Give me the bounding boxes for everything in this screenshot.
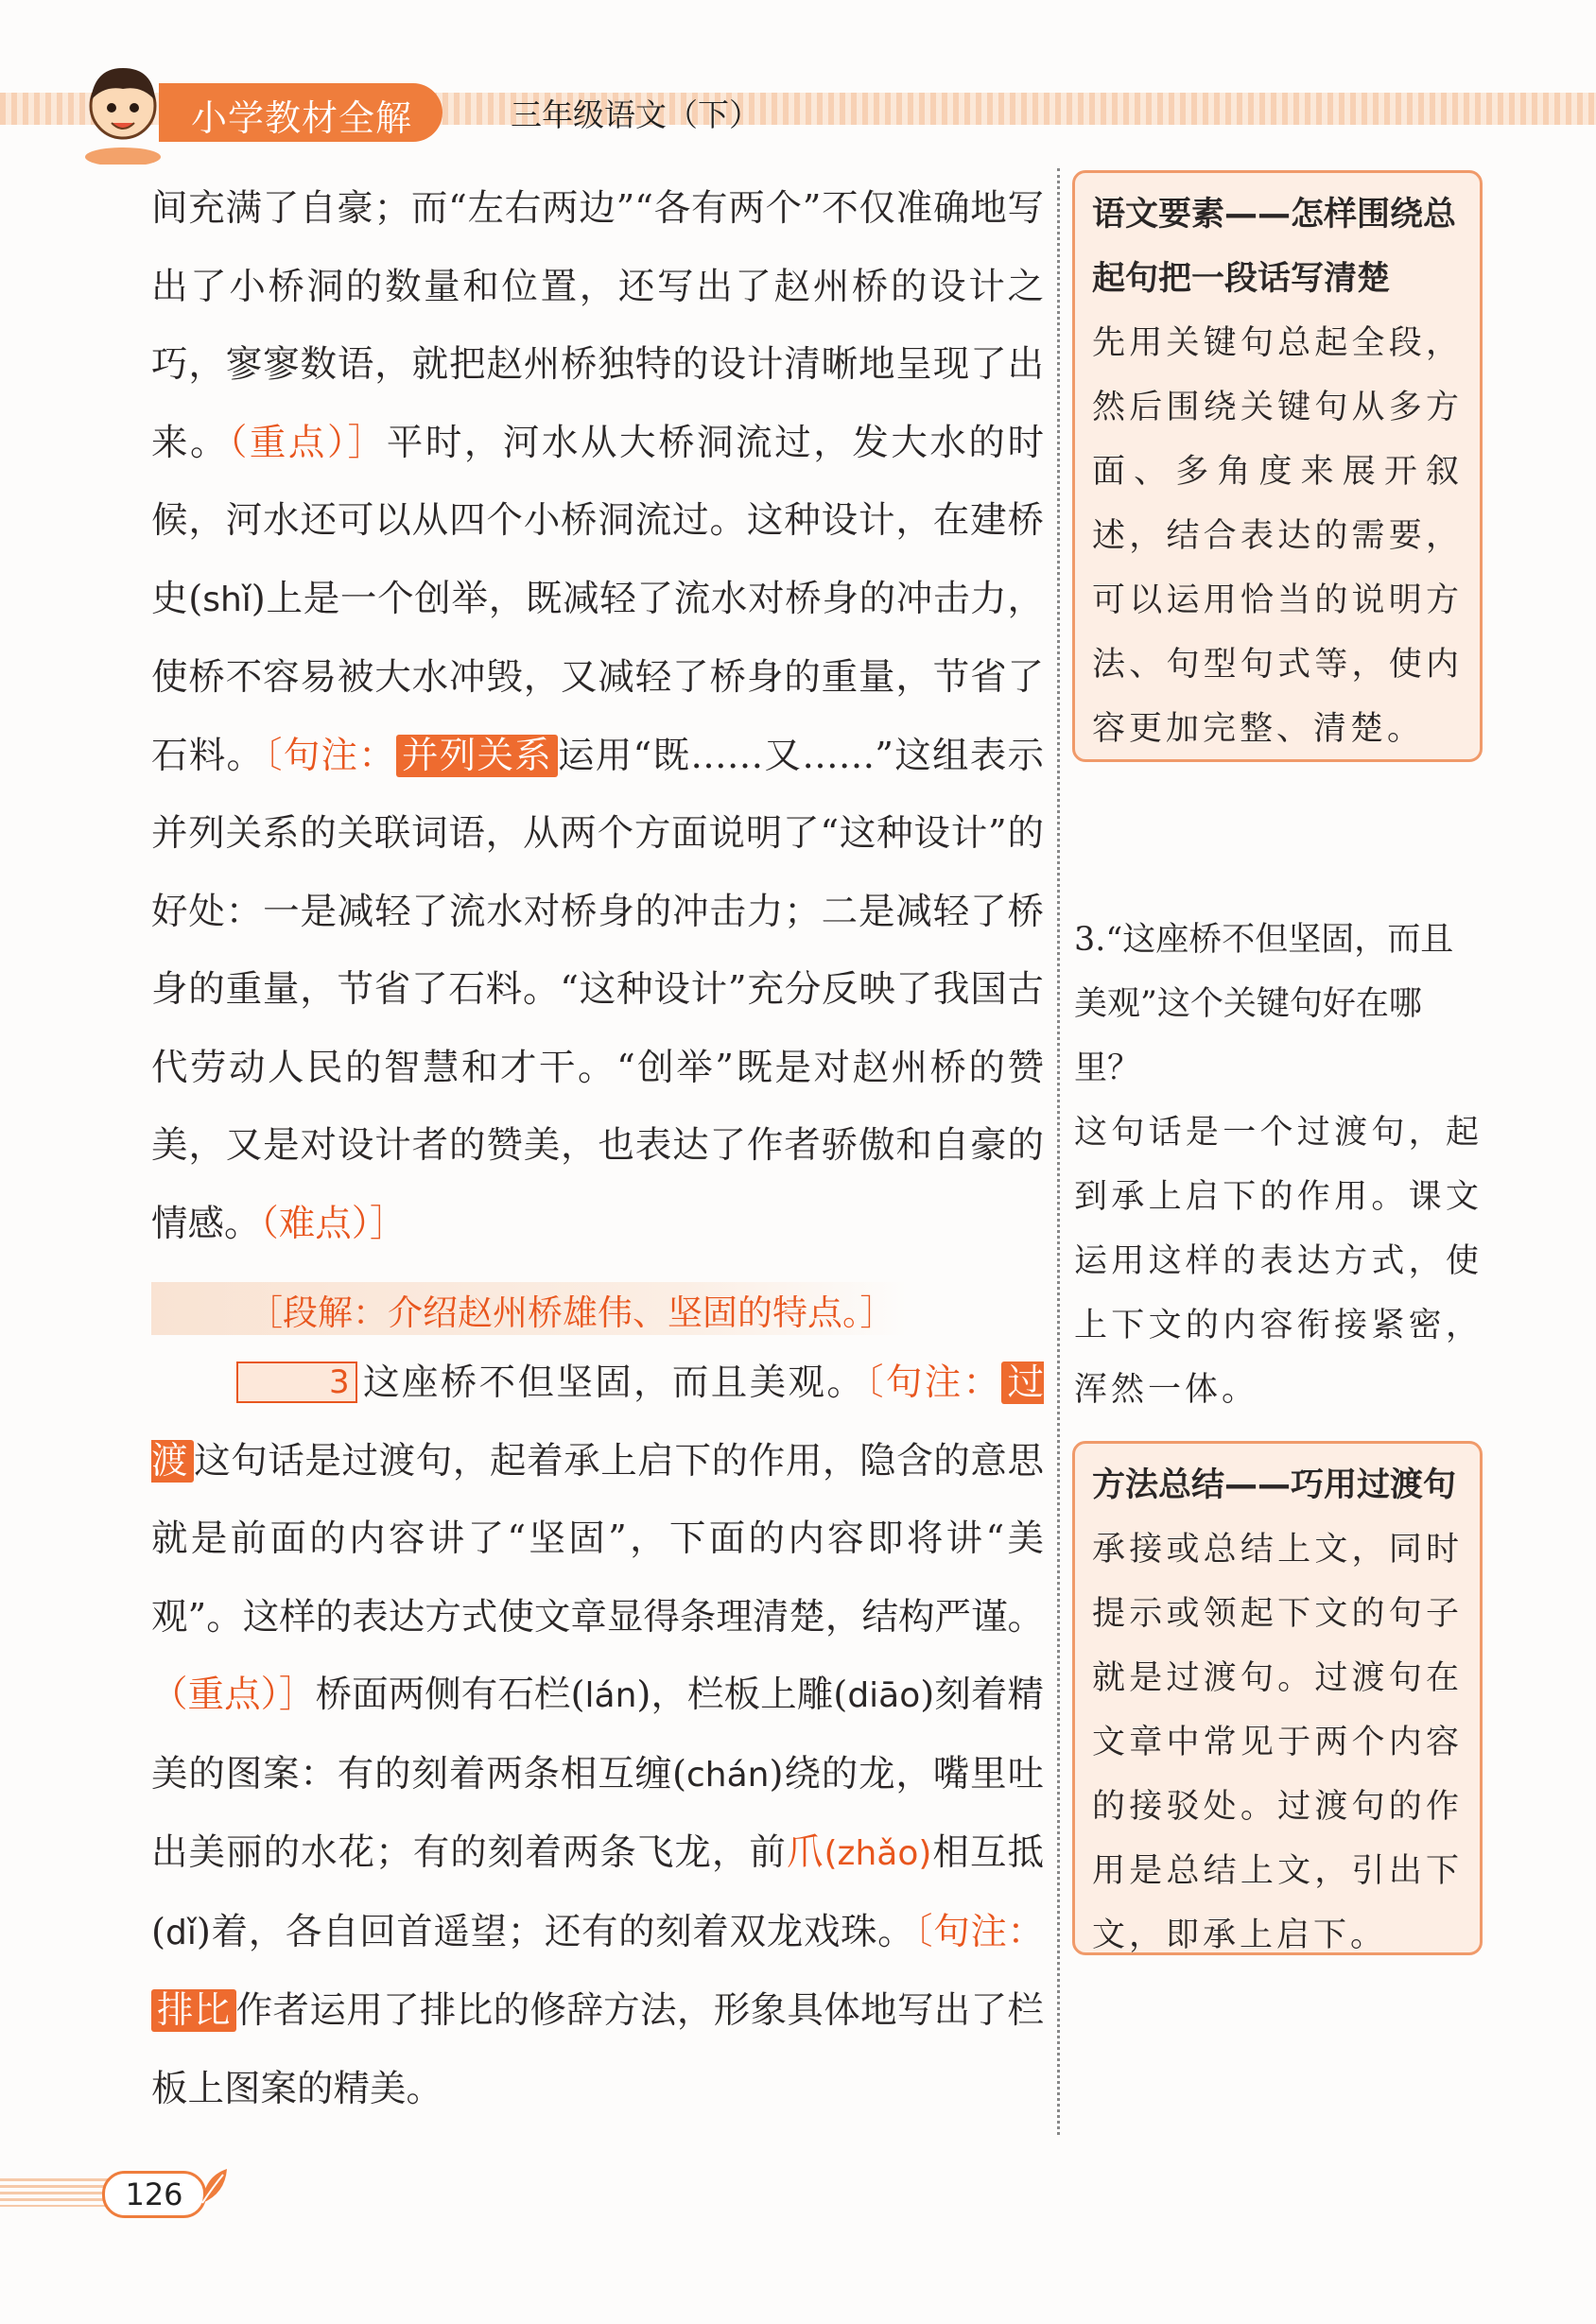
note-badge: 过渡 [151, 1361, 1044, 1483]
pinyin: diāo [847, 1676, 921, 1715]
answer-3: 这句话是一个过渡句，起到承上启下的作用。课文运用这样的表达方式，使上下文的内容衔接紧密，浑然一体。 [1074, 1114, 1483, 1409]
text-run: 这句话是过渡句，起着承上启下的作用，隐含的意思就是前面的内容讲了“坚固”，下面的内容即将讲“美观”。这样的表达方式使文章显得条理清楚，结构严谨。 [151, 1439, 1044, 1639]
text-run: 相互抵( [151, 1831, 1044, 1953]
summary-text: ［段解：介绍赵州桥雄伟、坚固的特点。］ [248, 1292, 895, 1333]
text-run: )绕的龙，嘴里吐出美丽的水花；有的刻着两条飞龙，前 [151, 1752, 1044, 1874]
box-body: 先用关键句总起全段，然后围绕关键句从多方面、多角度来展开叙述，结合表达的需要，可以运用恰当的说明方法、句型句式等，使内容更加完整、清楚。 [1092, 324, 1463, 748]
box-title: 方法总结——巧用过渡句 [1092, 1466, 1457, 1504]
column-divider [1057, 168, 1060, 2135]
main-text-column [151, 170, 1044, 2128]
series-title: 小学教材全解 [191, 97, 413, 139]
sentence-note-label: 〔句注： [264, 734, 397, 777]
pinyin: shǐ [202, 580, 252, 619]
text-run: 桥面两侧有石栏( [315, 1674, 585, 1716]
pinyin: chán [685, 1755, 770, 1795]
text-run: 平时，河水从大桥洞流过，发大水的时候，河水还可以从四个小桥洞流过。这种设计，在建桥史( [151, 421, 1044, 620]
text-run: )刻着精美的图案：有的刻着两条相互缠( [151, 1674, 1044, 1795]
text-run: )着，各自回首遥望；还有的刻着双龙戏珠。 [196, 1910, 915, 1953]
series-badge [159, 83, 442, 142]
text-run: 这座桥不但坚固，而且美观。 [360, 1361, 866, 1404]
paragraph-summary [151, 1276, 1044, 1344]
text-run: 间充满了自豪；而“左右两边”“各有两个”不仅准确地写出了小桥洞的数量和位置，还写出了赵州桥的设计之巧，寥寥数语，就把赵州桥独特的设计清晰地呈现了出来。 [151, 187, 1044, 464]
box-title: 语文要素——怎样围绕总起句把一段话写清楚 [1092, 196, 1457, 298]
text-run: 运用“既……又……”这组表示并列关系的关联词语，从两个方面说明了“这种设计”的好处：一是减轻了流水对桥身的冲击力；二是减轻了桥身的重量，节省了石料。“这种设计”充分反映了我国古代劳动人民的智慧和才干。“创举”既是对赵州桥的赞美，又是对设计者的赞美，也表达了作者骄傲和自豪的情感。 [151, 734, 1044, 1245]
book-subtitle: 三年级语文（下） [511, 96, 760, 133]
difficult-point-tag: （难点）］ [260, 1202, 407, 1245]
text-run: )上是一个创举，既减轻了流水对桥身的冲击力，使桥不容易被大水冲毁，又减轻了桥身的重量，节省了石料。 [151, 577, 1044, 777]
pinyin: (zhǎo) [824, 1834, 932, 1873]
paragraph-3 [151, 1344, 1044, 2128]
text-run: )，栏板上雕( [636, 1674, 848, 1716]
question-3: 3.“这座桥不但坚固，而且美观”这个关键句好在哪里？ [1074, 921, 1454, 1087]
text-run: 作者运用了排比的修辞方法，形象具体地写出了栏板上图案的精美。 [151, 1989, 1044, 2110]
highlighted-word: 爪 [786, 1831, 824, 1874]
language-element-box [1072, 170, 1483, 762]
note-badge: 排比 [151, 1989, 236, 2032]
page-number: 126 [102, 2171, 206, 2218]
paragraph-number: 3 [236, 1361, 357, 1403]
method-summary-box [1072, 1441, 1483, 1955]
sentence-note-label: 〔句注： [865, 1361, 1002, 1404]
leaf-icon [199, 2165, 231, 2207]
sentence-note-label: 〔句注： [914, 1910, 1044, 1953]
pinyin: lán [584, 1676, 637, 1715]
key-point-tag: （重点）］ [151, 1674, 316, 1716]
key-point-tag: （重点）］ [229, 421, 387, 464]
box-body: 承接或总结上文，同时提示或领起下文的句子就是过渡句。过渡句在文章中常见于两个内容的接驳处。过渡句的作用是总结上文，引出下文，即承上启下。 [1092, 1531, 1463, 1954]
pinyin: dǐ [165, 1913, 197, 1952]
paragraph-2 [151, 170, 1044, 1263]
note-badge: 并列关系 [396, 735, 558, 777]
